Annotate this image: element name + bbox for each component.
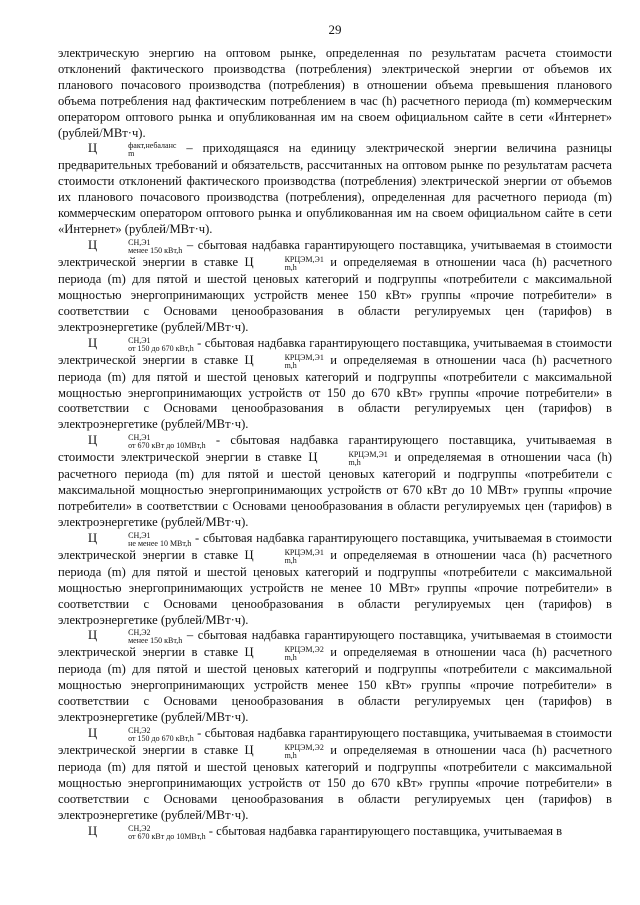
paragraph-text: – сбытовая надбавка гарантирующего поставщика, учитываемая в стоимости электрической энергии в ставке xyxy=(58,237,612,269)
rate-symbol: Ц КРЦЭМ,Э2 m,h xyxy=(244,645,324,663)
rate-superscript: КРЦЭМ,Э1 xyxy=(284,352,324,362)
paragraph-continuation xyxy=(58,46,612,141)
paragraph-text: и определяемая в отношении часа (h) расчетного периода (m) для пятой и шестой ценовых категорий и подгруппы «потребители с максимальной мощностью энергопринимающих устройств менее 150 кВт» группы «прочие потребители» в соответствии с Основами ценообразования в области регулируемых цен (тарифов) в электроэнергетике (рублей/МВт·ч). xyxy=(58,645,612,725)
price-symbol: Ц СН,Э1 не менее 10 МВт,h xyxy=(88,530,192,548)
page-number: 29 xyxy=(328,22,342,37)
paragraph-definition xyxy=(58,531,612,629)
symbol-subscript: менее 150 кВт,h xyxy=(128,245,183,255)
symbol-superscript: СН,Э2 xyxy=(128,726,151,736)
paragraph-text: – приходящаяся на единицу электрической энергии величина разницы предварительных требований и обязательств, рассчитанных на оптовом рынке по результатам расчета стоимости отклонений фактического производства (потребления) электрической энергии от объемов их планового почасового производства (потребления), определенная для расчетного периода (m) коммерческим оператором оптового рынка и опубликованная им на своем официальном сайте в сети «Интернет» (рублей/МВт·ч). xyxy=(58,141,612,237)
rate-subscript: m,h xyxy=(284,751,297,761)
symbol-subscript: от 150 до 670 кВт,h xyxy=(128,734,194,744)
symbol-subscript: от 670 кВт до 10МВт,h xyxy=(128,441,206,451)
rate-symbol: Ц КРЦЭМ,Э2 m,h xyxy=(244,743,324,761)
rate-subscript: m,h xyxy=(284,653,297,663)
paragraph-definition xyxy=(58,824,612,841)
paragraph-text: - сбытовая надбавка гарантирующего поставщика, учитываемая в стоимости электрической энергии в ставке xyxy=(58,530,612,562)
rate-symbol: Ц КРЦЭМ,Э1 m,h xyxy=(244,254,324,272)
rate-superscript: КРЦЭМ,Э1 xyxy=(284,547,324,557)
rate-superscript: КРЦЭМ,Э2 xyxy=(284,645,324,655)
paragraph-definition xyxy=(58,628,612,726)
price-symbol: Ц СН,Э2 менее 150 кВт,h xyxy=(88,628,183,646)
symbol-superscript: СН,Э1 xyxy=(128,335,151,345)
paragraph-definition xyxy=(58,433,612,531)
rate-subscript: m,h xyxy=(284,360,297,370)
paragraph-text: электрическую энергию на оптовом рынке, определенная по результатам расчета стоимости отклонений фактического производства (потребления) электрической энергии от объемов их планового почасового производства (потребления) в отношении объема превышения планового объема потребления над фактическим потреблением в час (h) расчетного периода (m) коммерческим оператором оптового рынка и опубликованная им на своем официальном сайте в сети «Интернет» (рублей/МВт·ч). xyxy=(58,46,612,140)
price-symbol: Ц СН,Э1 от 150 до 670 кВт,h xyxy=(88,335,194,353)
price-symbol: Ц СН,Э1 от 670 кВт до 10МВт,h xyxy=(88,433,206,451)
paragraph-text: - сбытовая надбавка гарантирующего поставщика, учитываемая в стоимости электрической энергии в ставке xyxy=(58,726,612,758)
symbol-superscript: СН,Э2 xyxy=(128,823,151,833)
rate-symbol: Ц КРЦЭМ,Э1 m,h xyxy=(308,450,388,468)
symbol-superscript: СН,Э1 xyxy=(128,237,151,247)
symbol-subscript: менее 150 кВт,h xyxy=(128,636,183,646)
paragraph-definition xyxy=(58,726,612,824)
document-body xyxy=(58,46,612,841)
paragraph-text: и определяемая в отношении часа (h) расчетного периода (m) для пятой и шестой ценовых категорий и подгруппы «потребители с максимальной мощностью энергопринимающих устройств не менее 10 МВт» группы «прочие потребители» в соответствии с Основами ценообразования в области регулируемых цен (тарифов) в электроэнергетике (рублей/МВт·ч). xyxy=(58,547,612,627)
symbol-subscript: от 150 до 670 кВт,h xyxy=(128,343,194,353)
symbol-subscript: не менее 10 МВт,h xyxy=(128,538,192,548)
price-symbol: Ц СН,Э1 менее 150 кВт,h xyxy=(88,237,183,255)
paragraph-text: - сбытовая надбавка гарантирующего поставщика, учитываемая в стоимости электрической энергии в ставке xyxy=(58,433,612,465)
rate-subscript: m,h xyxy=(284,555,297,565)
rate-superscript: КРЦЭМ,Э1 xyxy=(284,254,324,264)
paragraph-definition xyxy=(58,238,612,336)
paragraph-definition xyxy=(58,141,612,238)
symbol-subscript: m xyxy=(128,149,135,159)
rate-subscript: m,h xyxy=(348,458,361,468)
paragraph-text: и определяемая в отношении часа (h) расчетного периода (m) для пятой и шестой ценовых категорий и подгруппы «потребители с максимальной мощностью энергопринимающих устройств от 670 кВт до 10 МВт» группы «прочие потребители» в соответствии с Основами ценообразования в области регулируемых цен (тарифов) в электроэнергетике (рублей/МВт·ч). xyxy=(58,450,612,529)
rate-symbol: Ц КРЦЭМ,Э1 m,h xyxy=(244,547,324,565)
rate-superscript: КРЦЭМ,Э2 xyxy=(284,743,324,753)
symbol-superscript: факт,небаланс xyxy=(128,141,177,151)
rate-superscript: КРЦЭМ,Э1 xyxy=(348,450,388,460)
price-symbol: Ц СН,Э2 от 150 до 670 кВт,h xyxy=(88,726,194,744)
symbol-superscript: СН,Э1 xyxy=(128,433,151,443)
price-symbol: Ц факт,небаланс m xyxy=(88,141,177,159)
paragraph-text: и определяемая в отношении часа (h) расчетного периода (m) для пятой и шестой ценовых категорий и подгруппы «потребители с максимальной мощностью энергопринимающих устройств от 150 до 670 кВт» группы «прочие потребители» в соответствии с Основами ценообразования в области регулируемых цен (тарифов) в электроэнергетике (рублей/МВт·ч). xyxy=(58,743,612,822)
paragraph-text: и определяемая в отношении часа (h) расчетного периода (m) для пятой и шестой ценовых категорий и подгруппы «потребители с максимальной мощностью энергопринимающих устройств менее 150 кВт» группы «прочие потребители» в соответствии с Основами ценообразования в области регулируемых цен (тарифов) в электроэнергетике (рублей/МВт·ч). xyxy=(58,254,612,334)
paragraph-text: - сбытовая надбавка гарантирующего поставщика, учитываемая в стоимости электрической энергии в ставке xyxy=(58,335,612,367)
rate-symbol: Ц КРЦЭМ,Э1 m,h xyxy=(244,352,324,370)
paragraph-definition xyxy=(58,336,612,434)
rate-subscript: m,h xyxy=(284,262,297,272)
symbol-subscript: от 670 кВт до 10МВт,h xyxy=(128,831,206,841)
paragraph-text: и определяемая в отношении часа (h) расчетного периода (m) для пятой и шестой ценовых категорий и подгруппы «потребители с максимальной мощностью энергопринимающих устройств от 150 до 670 кВт» группы «прочие потребители» в соответствии с Основами ценообразования в области регулируемых цен (тарифов) в электроэнергетике (рублей/МВт·ч). xyxy=(58,352,612,432)
symbol-superscript: СН,Э1 xyxy=(128,530,151,540)
symbol-superscript: СН,Э2 xyxy=(128,628,151,638)
paragraph-text: - сбытовая надбавка гарантирующего поставщика, учитываемая в xyxy=(205,823,563,838)
paragraph-text: – сбытовая надбавка гарантирующего поставщика, учитываемая в стоимости электрической энергии в ставке xyxy=(58,628,612,660)
price-symbol: Ц СН,Э2 от 670 кВт до 10МВт,h xyxy=(88,823,206,841)
